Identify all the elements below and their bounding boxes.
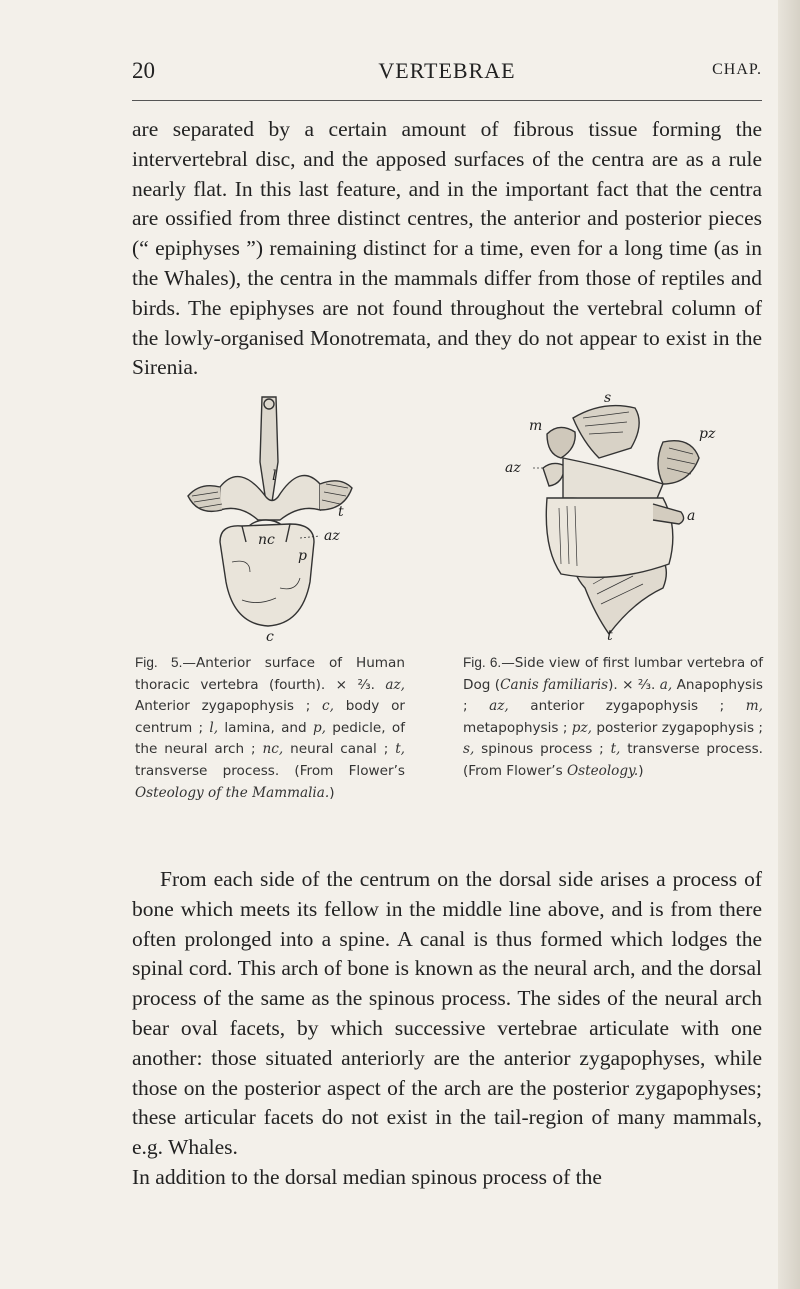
fig6-label-pz: pz [699,426,716,442]
running-title: VERTEBRAE [378,58,516,83]
dog-vertebra-illustration [503,388,723,642]
chapter-label: CHAP. [712,61,762,78]
page-edge-shadow [778,0,800,1289]
fig6-label-s: s [604,390,612,406]
page-number: 20 [132,58,155,83]
fig5-label-nc: nc [258,532,275,548]
paragraph-3: In addition to the dorsal median spinous process of the [132,1164,602,1189]
fig5-label-p: p [298,548,307,564]
fig5-label-t: t [338,504,344,520]
page-header [132,58,762,92]
paragraph-2: From each side of the centrum on the dorsal side arises a process of bone which meets its fellow in the middle line above, and is from there often prolonged into a spine. A canal is thus formed which lodges the spinal cord. This arch of bone is known as the neural arch, and the dorsal process of the same as the spinous process. The sides of the neural arch bear oval facets, by which successive vertebrae articulate with one another: those situated anteriorly are the anterior zygapophyses, while those on the posterior aspect of the arch are the posterior zygapophyses; these articular facets do not exist in the tail-region of many mammals, e.g. Whales. [132,867,762,1160]
fig6-label-t: t [607,628,613,642]
fig6-label-a: a [687,508,696,524]
paragraph-1: are separated by a certain amount of fibrous tissue forming the intervertebral disc, and the apposed surfaces of the centra are as a rule nearly flat. In this last feature, and in the important fact that the centra are ossified from three distinct centres, the anterior and posterior pieces (“ epiphyses ”) remaining distinct for a time, even for a long time (as in the Whales), the centra in the mammals differ from those of reptiles and birds. The epiphyses are not found throughout the vertebral column of the lowly-organised Monotremata, and they do not appear to exist in the Sirenia. [132,117,762,380]
fig6-label-az: az [505,460,521,476]
fig5-label-c: c [266,629,274,642]
fig5-label-az: az [324,528,340,544]
fig5-label-l: l [272,468,277,484]
fig6-label-m: m [529,418,543,434]
body-text-lower [132,865,762,1193]
human-vertebra-illustration [180,392,360,642]
header-rule [132,100,762,101]
figure-5-caption: Fig. 5.—Anterior surface of Human thoracic vertebra (fourth). × ⅔. az, Anterior zygapophysis ; c, body or centrum ; l, lamina, and p, pedicle, of the neural arch ; nc, neural canal ; t, transverse process. (From Flower’s Osteology of the Mammalia.) [135,655,405,801]
figure-6 [463,388,763,783]
figure-6-caption: Fig. 6.—Side view of first lumbar vertebra of Dog (Canis familiaris). × ⅔. a, Anapophysis ; az, anterior zygapophysis ; m, metapophysis ; pz, posterior zygapophysis ; s, spinous process ; t, transverse process. (From Flower’s Osteology.) [463,655,763,779]
figure-5 [135,392,405,804]
